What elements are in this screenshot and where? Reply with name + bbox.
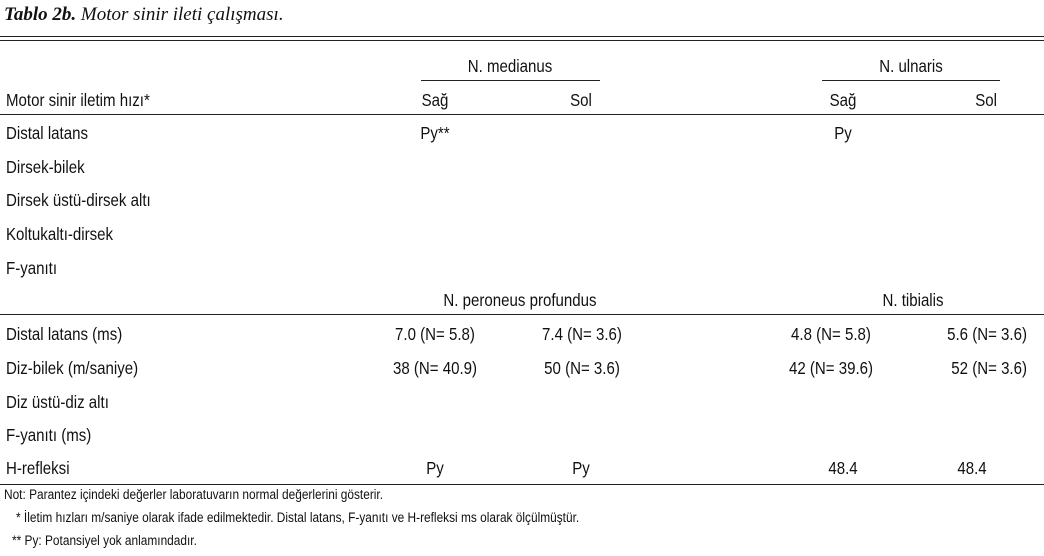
cell-value: 42 (N= 39.6)	[788, 358, 874, 378]
row-label: H-refleksi	[6, 458, 70, 478]
footnote-general: Not: Parantez içindeki değerler laboratuvarın normal değerlerini gösterir.	[4, 487, 384, 502]
cell-value: 7.0 (N= 5.8)	[395, 324, 475, 344]
table-title	[4, 4, 284, 26]
table-caption: Motor sinir ileti çalışması.	[76, 4, 284, 25]
group-header-ulnaris: N. ulnaris	[879, 56, 943, 76]
group-line-ulnaris	[822, 80, 1000, 81]
side-header: Sağ	[829, 90, 857, 110]
row-label: F-yanıtı (ms)	[6, 425, 92, 445]
group-header-medianus: N. medianus	[467, 56, 553, 76]
row-label: Diz-bilek (m/saniye)	[6, 358, 139, 378]
top-rule-2	[0, 40, 1044, 41]
footnote-asterisk: * İletim hızları m/saniye olarak ifade edilmektedir. Distal latans, F-yanıtı ve H-refleksi ms olarak ölçülmüştür.	[16, 510, 580, 525]
side-header: Sağ	[421, 90, 449, 110]
table-number: Tablo 2b.	[4, 4, 77, 25]
side-header: Sol	[975, 90, 997, 110]
cell-value: 38 (N= 40.9)	[392, 358, 478, 378]
cell-value: 50 (N= 3.6)	[544, 358, 620, 378]
cell-value: 4.8 (N= 5.8)	[791, 324, 871, 344]
side-header: Sol	[570, 90, 592, 110]
row-label: Koltukaltı-dirsek	[6, 224, 114, 244]
cell-value: Py	[426, 458, 444, 478]
cell-value: Py**	[420, 123, 450, 143]
cell-value: 5.6 (N= 3.6)	[947, 324, 1027, 344]
cell-value: Py	[572, 458, 590, 478]
bottom-rule	[0, 484, 1044, 485]
section-rule	[0, 314, 1044, 315]
cell-value: Py	[834, 123, 852, 143]
row-label: Diz üstü-diz altı	[6, 392, 109, 412]
group-header-peroneus: N. peroneus profundus	[443, 290, 597, 310]
row-label: F-yanıtı	[6, 258, 58, 278]
cell-value: 48.4	[957, 458, 987, 478]
cell-value: 48.4	[828, 458, 858, 478]
row-label: Dirsek-bilek	[6, 157, 85, 177]
cell-value: 52 (N= 3.6)	[951, 358, 1027, 378]
header-rule	[0, 114, 1044, 115]
footnote-double-asterisk: ** Py: Potansiyel yok anlamındadır.	[12, 533, 197, 548]
group-header-tibialis: N. tibialis	[882, 290, 944, 310]
cell-value: 7.4 (N= 3.6)	[542, 324, 622, 344]
group-line-medianus	[421, 80, 600, 81]
top-rule-1	[0, 36, 1044, 37]
row-label: Dirsek üstü-dirsek altı	[6, 190, 151, 210]
row-label: Distal latans	[6, 123, 88, 143]
row-label: Distal latans (ms)	[6, 324, 123, 344]
header-label: Motor sinir iletim hızı*	[6, 90, 150, 110]
